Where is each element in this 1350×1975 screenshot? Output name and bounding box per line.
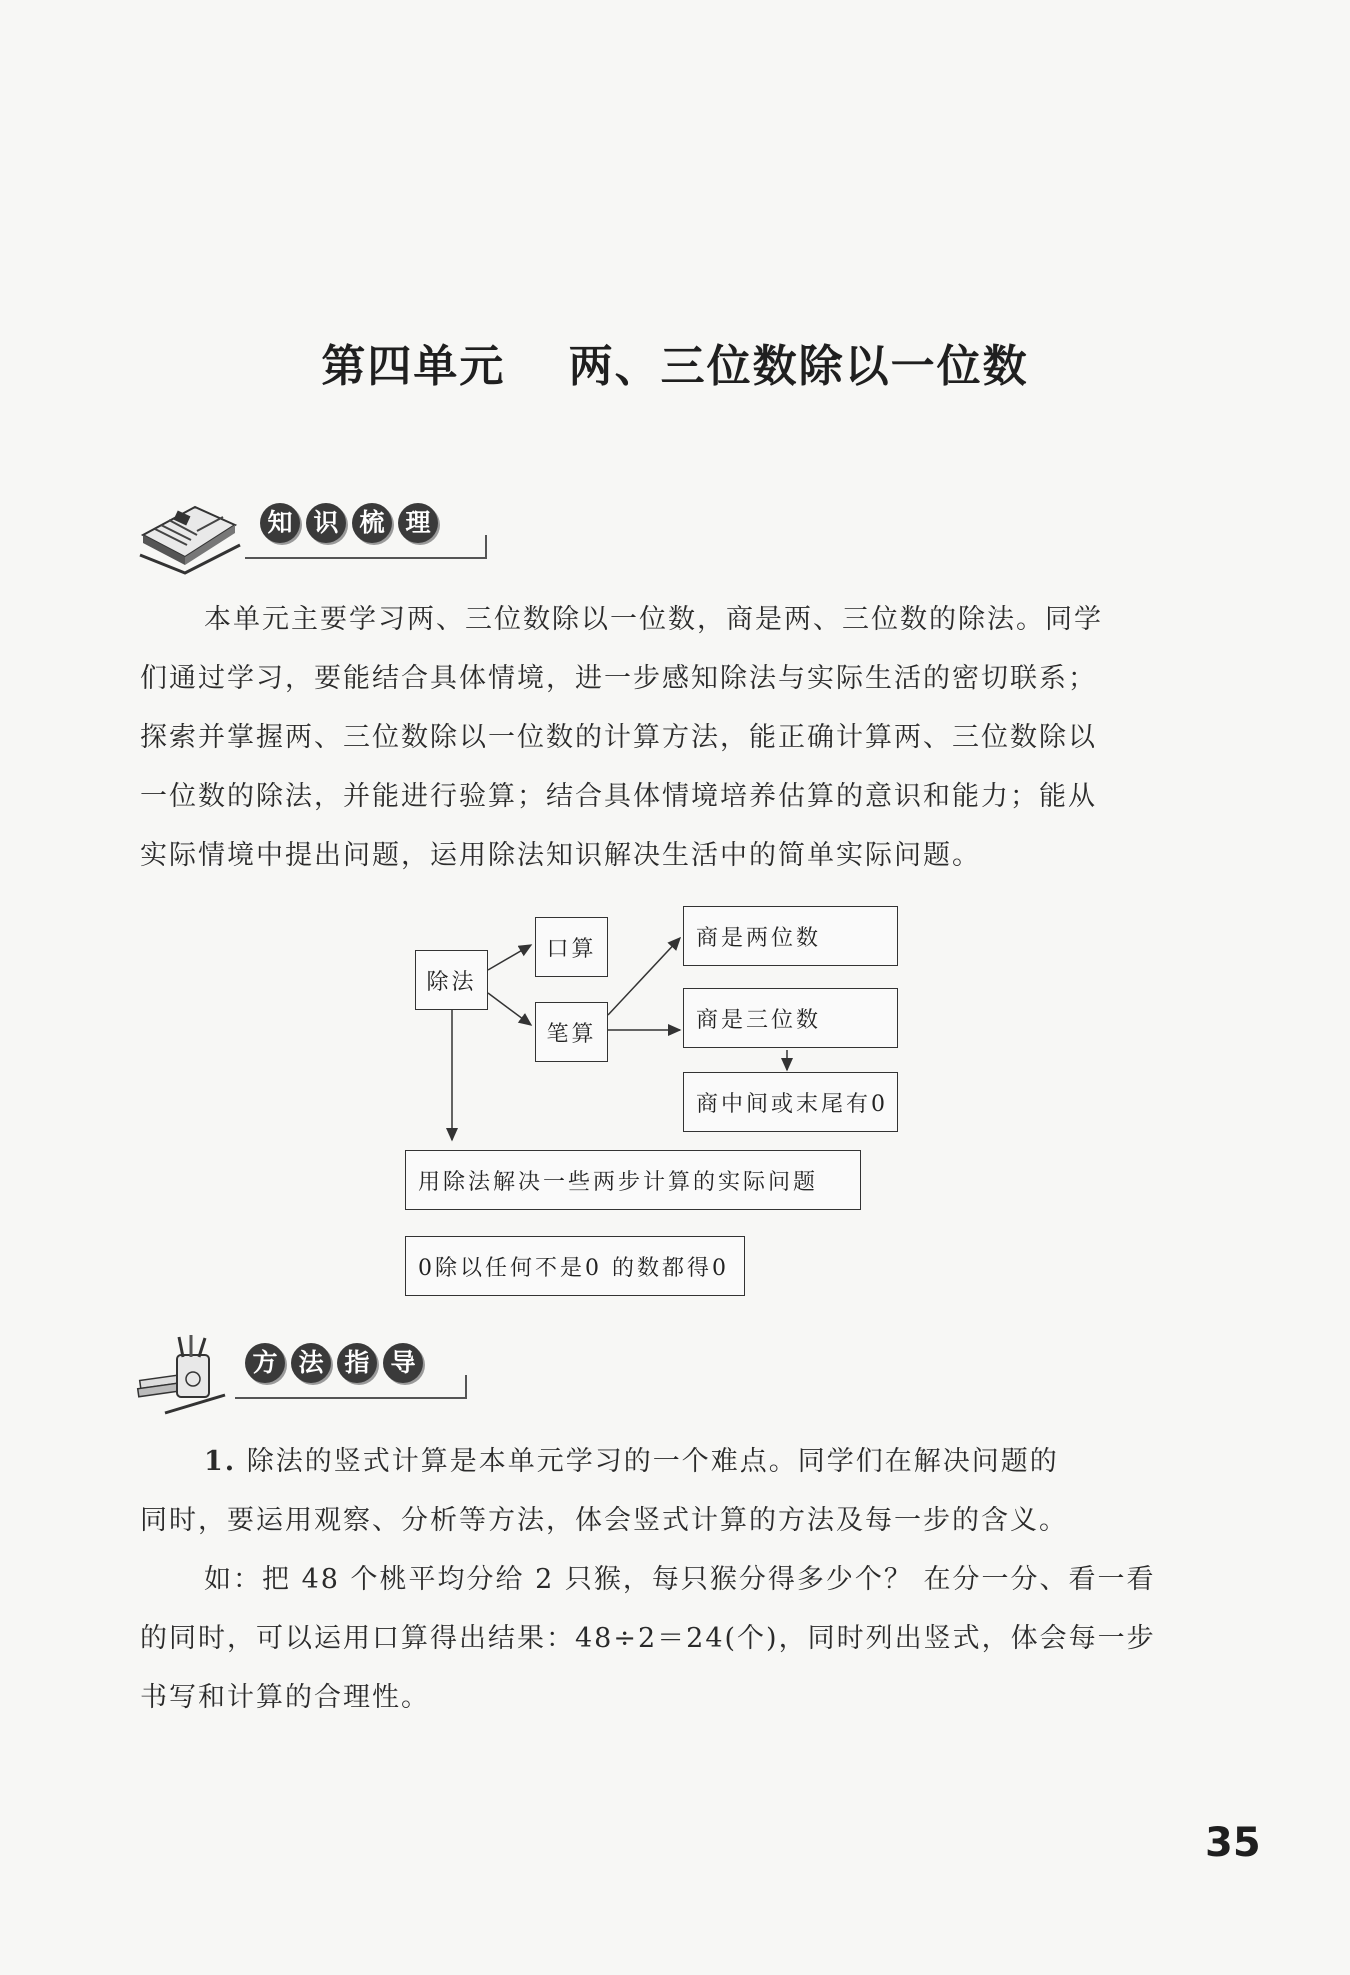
knowledge-review-header [135, 495, 475, 575]
paragraph-line: 实际情境中提出问题，运用除法知识解决生活中的简单实际问题。 [140, 840, 981, 871]
paragraph-line: 本单元主要学习两、三位数除以一位数，商是两、三位数的除法。同学 [204, 604, 1103, 635]
paragraph-line: 探索并掌握两、三位数除以一位数的计算方法，能正确计算两、三位数除以 [140, 722, 1097, 753]
badge-char: 方 [245, 1343, 285, 1383]
method-guide-header [135, 1335, 475, 1415]
paragraph-line: 同时，要运用观察、分析等方法，体会竖式计算的方法及每一步的含义。 [140, 1505, 1068, 1536]
badge-char: 理 [398, 503, 438, 543]
badge-char: 指 [337, 1343, 377, 1383]
header-bracket [235, 1375, 467, 1399]
diagram-box-mental-calculation: 口算 [535, 917, 608, 977]
example-line: 书写和计算的合理性。 [140, 1682, 430, 1713]
badge-char: 法 [291, 1343, 331, 1383]
example-line: 的同时，可以运用口算得出结果：48÷2＝24(个)，同时列出竖式，体会每一步 [140, 1623, 1156, 1654]
paragraph-line-text: 除法的竖式计算是本单元学习的一个难点。同学们在解决问题的 [246, 1446, 1059, 1477]
diagram-box-zero-rule: 0除以任何不是0 的数都得0 [405, 1236, 745, 1296]
diagram-box-zero-in-quotient: 商中间或末尾有0 [683, 1072, 898, 1132]
item-number: 1. [204, 1446, 237, 1477]
diagram-box-written-calculation: 笔算 [535, 1002, 608, 1062]
diagram-box-two-step-problems: 用除法解决一些两步计算的实际问题 [405, 1150, 861, 1210]
diagram-box-division: 除法 [415, 950, 488, 1010]
badge-char: 导 [383, 1343, 423, 1383]
open-book-icon [135, 495, 245, 575]
unit-title: 第四单元 两、三位数除以一位数 [321, 341, 1029, 392]
knowledge-review-paragraph [140, 590, 1170, 885]
page-number: 35 [1205, 1820, 1261, 1866]
paragraph-line [140, 1432, 1170, 1491]
paragraph-line: 们通过学习，要能结合具体情境，进一步感知除法与实际生活的密切联系； [140, 663, 1097, 694]
diagram-box-three-digit-quotient: 商是三位数 [683, 988, 898, 1048]
paragraph-line: 一位数的除法，并能进行验算；结合具体情境培养估算的意识和能力；能从 [140, 781, 1097, 812]
header-bracket [245, 535, 487, 559]
diagram-box-two-digit-quotient: 商是两位数 [683, 906, 898, 966]
badge-char: 梳 [352, 503, 392, 543]
example-line: 如：把 48 个桃平均分给 2 只猴，每只猴分得多少个？ 在分一分、看一看 [204, 1564, 1156, 1595]
badge-char: 识 [306, 503, 346, 543]
method-guide-paragraph [140, 1432, 1170, 1727]
pen-holder-icon [135, 1335, 245, 1415]
badge-char: 知 [260, 503, 300, 543]
